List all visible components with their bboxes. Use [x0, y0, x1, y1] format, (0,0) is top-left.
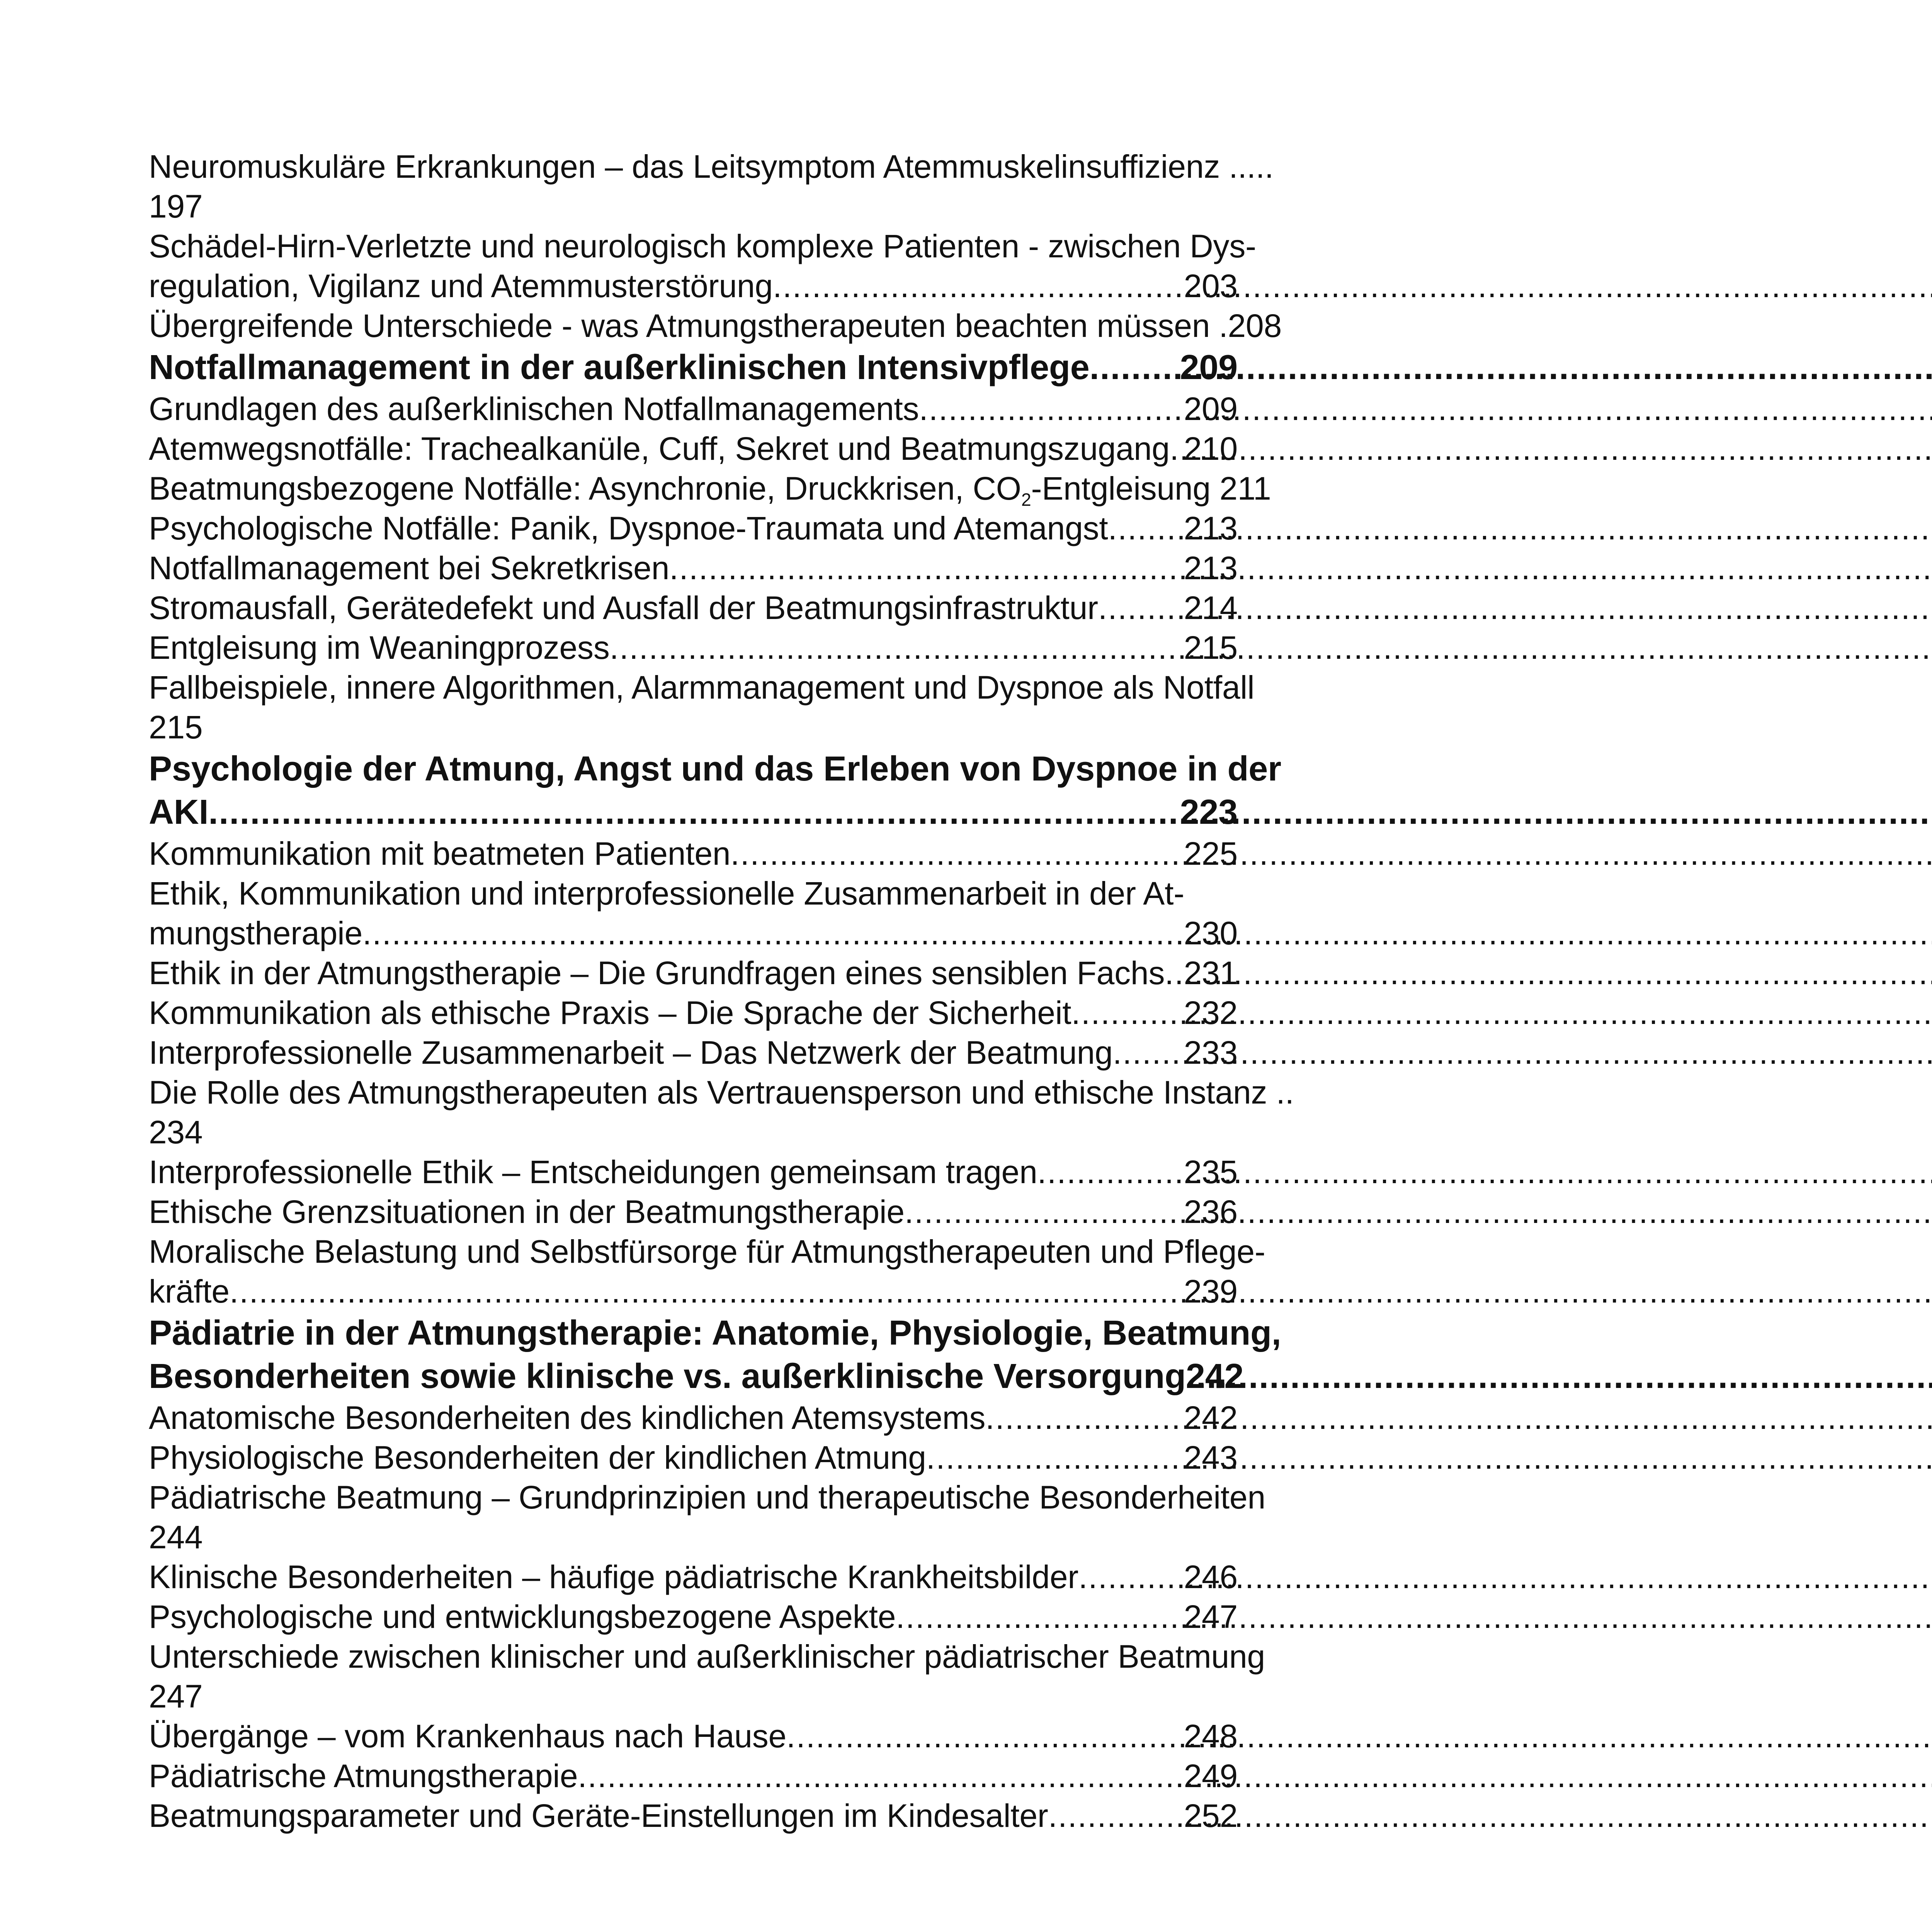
section-title: Physiologische Besonderheiten der kindlichen Atmung — [149, 1439, 926, 1476]
section-title-line: Schädel-Hirn-Verletzte und neurologisch komplexe Patienten - zwischen Dys- — [149, 228, 1256, 264]
section-row — [149, 389, 1238, 429]
page-number: 235 — [1184, 1154, 1238, 1190]
page-number: 239 — [1184, 1273, 1238, 1310]
section-title: Beatmungsparameter und Geräte-Einstellungen im Kindesalter — [149, 1798, 1048, 1834]
toc-entry-section — [149, 588, 1238, 628]
toc-entry-section — [149, 548, 1238, 588]
dot-leader — [1108, 509, 1184, 548]
dot-leader — [1037, 1152, 1184, 1192]
section-row — [149, 266, 1238, 306]
section-row — [149, 993, 1238, 1033]
dot-leader — [1098, 588, 1184, 628]
toc-entry-section — [149, 1756, 1238, 1796]
page-number: 215 — [1184, 629, 1238, 666]
section-title: Fallbeispiele, innere Algorithmen, Alarmmanagement und Dyspnoe als Notfall — [149, 669, 1255, 706]
page-number: 230 — [1184, 915, 1238, 951]
toc-entry-section — [149, 1637, 1265, 1716]
section-row — [149, 429, 1238, 469]
page-number: 232 — [1184, 995, 1238, 1031]
toc-entry-chapter — [149, 346, 1238, 389]
toc-entry-section — [149, 1716, 1238, 1756]
section-title: Anatomische Besonderheiten des kindlichen Atemsystems — [149, 1400, 986, 1436]
page-number: 242 — [1185, 1357, 1244, 1396]
toc-entry-section — [149, 429, 1238, 469]
section-title: Unterschiede zwischen klinischer und außerklinischer pädiatrischer Beatmung — [149, 1638, 1265, 1675]
page-number: 234 — [149, 1114, 203, 1150]
toc-entry-section — [149, 1438, 1238, 1478]
page-number: 236 — [1184, 1194, 1238, 1230]
section-row — [149, 1192, 1238, 1232]
title-text: -Entgleisung 211 — [1031, 470, 1271, 507]
dot-leader — [786, 1716, 1184, 1756]
subscript: 2 — [1021, 490, 1031, 510]
page-number: 215 — [149, 709, 203, 745]
section-title — [149, 469, 1271, 510]
section-row — [149, 1756, 1238, 1796]
toc-entry-section — [149, 1073, 1294, 1152]
section-title: Neuromuskuläre Erkrankungen – das Leitsymptom Atemmuskelinsuffizienz ..... — [149, 148, 1274, 185]
section-title: Interprofessionelle Zusammenarbeit – Das Netzwerk der Beatmung — [149, 1034, 1113, 1071]
section-title: Übergreifende Unterschiede - was Atmungstherapeuten beachten müssen .208 — [149, 308, 1282, 344]
page-number: 213 — [1184, 510, 1238, 546]
section-row — [149, 1272, 1238, 1311]
section-title: Klinische Besonderheiten – häufige pädiatrische Krankheitsbilder — [149, 1559, 1079, 1595]
toc-entry-section — [149, 668, 1255, 747]
page-number: 214 — [1184, 590, 1238, 626]
table-of-contents — [149, 147, 1294, 1836]
section-row — [149, 588, 1238, 628]
section-title-line: Ethik, Kommunikation und interprofessionelle Zusammenarbeit in der At- — [149, 875, 1184, 912]
chapter-row — [149, 346, 1238, 389]
section-title: Die Rolle des Atmungstherapeuten als Vertrauensperson und ethische Instanz .. — [149, 1074, 1294, 1111]
toc-entry-section — [149, 306, 1282, 346]
section-title: Stromausfall, Gerätedefekt und Ausfall der Beatmungsinfrastruktur — [149, 590, 1098, 626]
section-row — [149, 548, 1238, 588]
page-number: 213 — [1184, 550, 1238, 586]
toc-entry-section — [149, 953, 1238, 993]
section-title: kräfte — [149, 1273, 230, 1310]
chapter-title-line: Pädiatrie in der Atmungstherapie: Anatomie, Physiologie, Beatmung, — [149, 1314, 1281, 1352]
toc-entry-section — [149, 226, 1256, 306]
section-row — [149, 1716, 1238, 1756]
dot-leader — [1113, 1033, 1184, 1073]
section-title: Notfallmanagement bei Sekretkrisen — [149, 550, 670, 586]
page-number: 225 — [1184, 835, 1238, 872]
toc-entry-chapter — [149, 747, 1281, 834]
section-title: Entgleisung im Weaningprozess — [149, 629, 610, 666]
chapter-title: AKI — [149, 793, 209, 832]
toc-entry-section — [149, 1192, 1238, 1232]
toc-entry-section — [149, 628, 1238, 668]
section-title: Ethik in der Atmungstherapie – Die Grundfragen eines sensiblen Fachs — [149, 955, 1165, 991]
page-number: 246 — [1184, 1559, 1238, 1595]
toc-entry-section — [149, 389, 1238, 429]
dot-leader — [669, 548, 1184, 588]
dot-leader — [919, 389, 1184, 429]
section-row — [149, 628, 1238, 668]
page-number: 242 — [1184, 1400, 1238, 1436]
toc-entry-section — [149, 1232, 1265, 1311]
page-number: 209 — [1180, 348, 1238, 387]
dot-leader — [773, 266, 1184, 306]
dot-leader — [208, 791, 1180, 834]
dot-leader — [1170, 429, 1184, 469]
section-title: mungstherapie — [149, 915, 363, 951]
section-row — [149, 509, 1238, 548]
dot-leader — [1090, 346, 1180, 389]
toc-entry-section — [149, 1597, 1238, 1637]
dot-leader — [1071, 993, 1184, 1033]
dot-leader — [1165, 953, 1184, 993]
toc-entry-section — [149, 1796, 1238, 1836]
dot-leader — [1048, 1796, 1184, 1836]
title-text: Beatmungsbezogene Notfälle: Asynchronie, Druckkrisen, CO — [149, 470, 1021, 507]
page-number: 248 — [1184, 1718, 1238, 1754]
section-row — [149, 953, 1238, 993]
section-title: Ethische Grenzsituationen in der Beatmungstherapie — [149, 1194, 905, 1230]
section-title: Interprofessionelle Ethik – Entscheidungen gemeinsam tragen — [149, 1154, 1037, 1190]
page-number: 249 — [1184, 1758, 1238, 1794]
section-title-line: Moralische Belastung und Selbstfürsorge für Atmungstherapeuten und Pflege- — [149, 1233, 1265, 1270]
section-row — [149, 913, 1238, 953]
dot-leader — [730, 834, 1184, 874]
section-title: Pädiatrische Beatmung – Grundprinzipien und therapeutische Besonderheiten — [149, 1479, 1265, 1515]
page-number: 247 — [149, 1678, 203, 1714]
dot-leader — [926, 1438, 1184, 1478]
section-title: Kommunikation mit beatmeten Patienten — [149, 835, 731, 872]
section-title: Psychologische Notfälle: Panik, Dyspnoe-Traumata und Atemangst — [149, 510, 1108, 546]
page-number: 203 — [1184, 268, 1238, 304]
toc-entry-section — [149, 1398, 1238, 1438]
page-number: 233 — [1184, 1034, 1238, 1071]
dot-leader — [905, 1192, 1184, 1232]
section-title: Psychologische und entwicklungsbezogene Aspekte — [149, 1599, 896, 1635]
toc-entry-section — [149, 834, 1238, 874]
page-number: 209 — [1184, 391, 1238, 427]
dot-leader — [896, 1597, 1184, 1637]
section-row — [149, 1597, 1238, 1637]
dot-leader — [230, 1272, 1184, 1311]
section-title: Grundlagen des außerklinischen Notfallmanagements — [149, 391, 919, 427]
toc-entry-chapter — [149, 1311, 1281, 1398]
section-row — [149, 1398, 1238, 1438]
section-row — [149, 1557, 1238, 1597]
dot-leader — [610, 628, 1184, 668]
page-number: 243 — [1184, 1439, 1238, 1476]
toc-entry-section — [149, 874, 1238, 953]
page-number: 210 — [1184, 430, 1238, 467]
toc-entry-section — [149, 1557, 1238, 1597]
chapter-row — [149, 791, 1238, 834]
section-row — [149, 1438, 1238, 1478]
dot-leader — [362, 913, 1184, 953]
toc-entry-section — [149, 1478, 1265, 1557]
section-title: Kommunikation als ethische Praxis – Die Sprache der Sicherheit — [149, 995, 1071, 1031]
page-number: 197 — [149, 188, 203, 224]
dot-leader — [985, 1398, 1184, 1438]
page-number: 244 — [149, 1519, 203, 1555]
chapter-row — [149, 1355, 1244, 1398]
page-number: 223 — [1180, 793, 1238, 832]
page-number: 247 — [1184, 1599, 1238, 1635]
toc-entry-section — [149, 147, 1274, 226]
toc-entry-section — [149, 1033, 1238, 1073]
page-number: 231 — [1184, 955, 1238, 991]
chapter-title-line: Psychologie der Atmung, Angst und das Erleben von Dyspnoe in der — [149, 750, 1281, 788]
toc-entry-section — [149, 993, 1238, 1033]
chapter-title: Besonderheiten sowie klinische vs. außerklinische Versorgung — [149, 1357, 1186, 1396]
section-row — [149, 1152, 1238, 1192]
toc-entry-section — [149, 469, 1271, 510]
section-row — [149, 1033, 1238, 1073]
dot-leader — [1078, 1557, 1184, 1597]
section-title: Atemwegsnotfälle: Trachealkanüle, Cuff, Sekret und Beatmungszugang — [149, 430, 1170, 467]
section-row — [149, 1796, 1238, 1836]
chapter-title: Notfallmanagement in der außerklinischen Intensivpflege — [149, 348, 1090, 387]
section-title: regulation, Vigilanz und Atemmusterstörung — [149, 268, 773, 304]
section-title: Pädiatrische Atmungstherapie — [149, 1758, 578, 1794]
dot-leader — [578, 1756, 1184, 1796]
toc-entry-section — [149, 509, 1238, 548]
page-number: 252 — [1184, 1798, 1238, 1834]
toc-entry-section — [149, 1152, 1238, 1192]
section-title: Übergänge – vom Krankenhaus nach Hause — [149, 1718, 787, 1754]
section-row — [149, 834, 1238, 874]
